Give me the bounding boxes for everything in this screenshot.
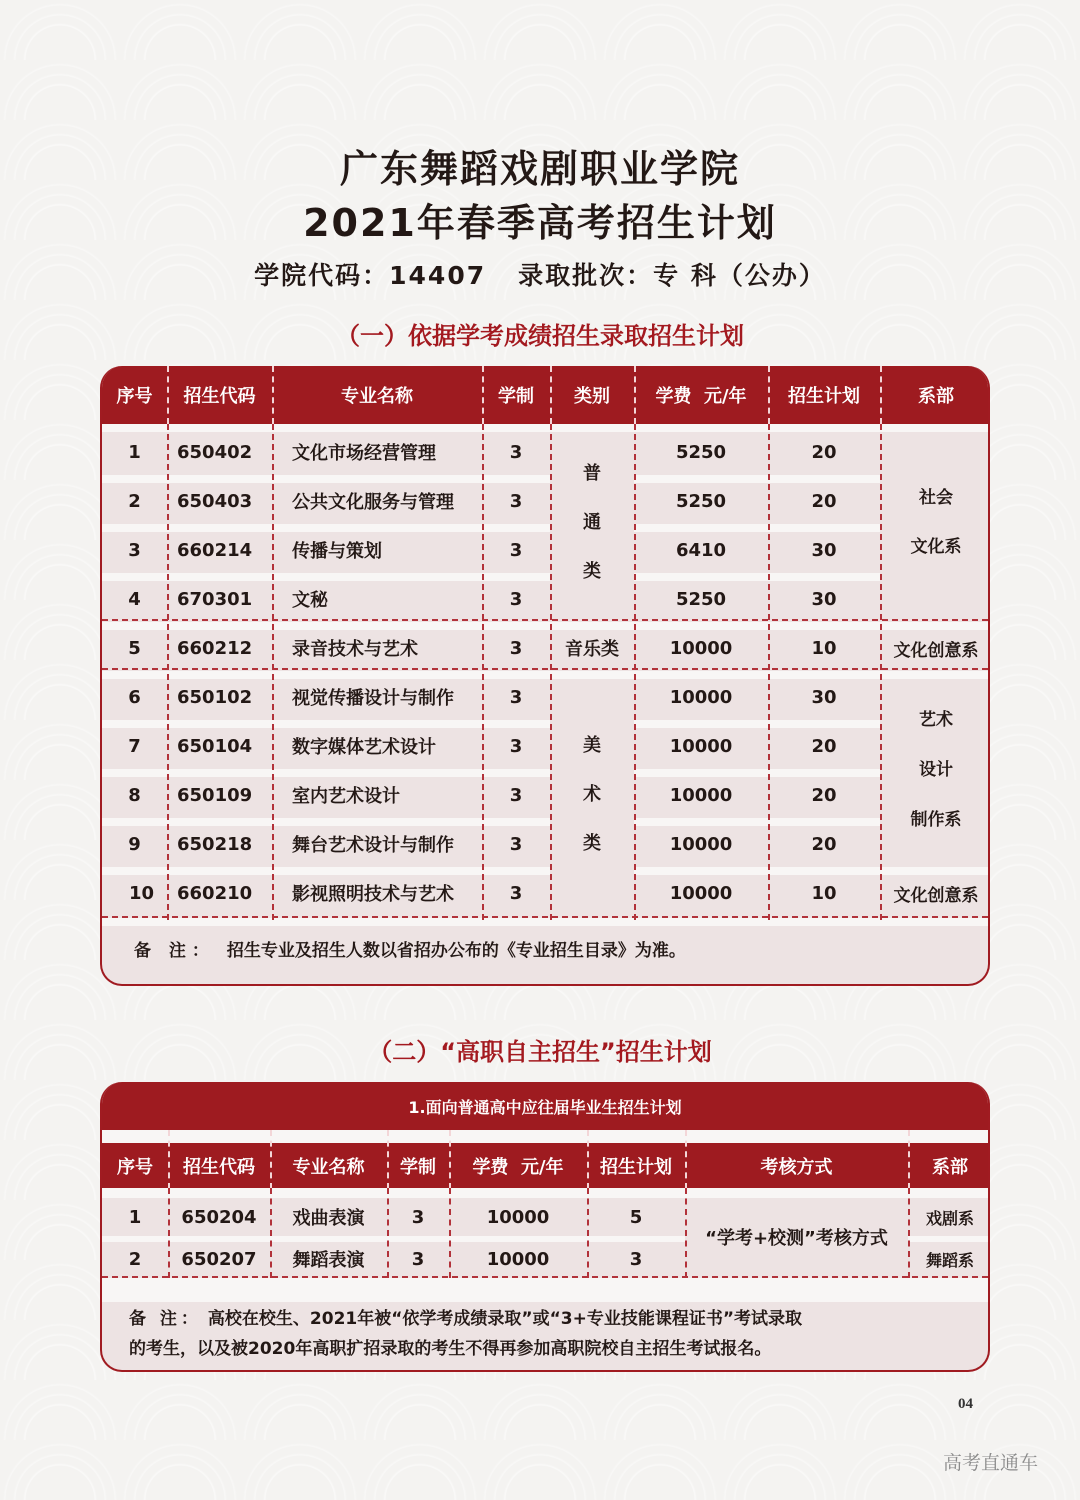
- row-dept: 舞蹈系: [925, 1250, 974, 1270]
- row-plan: 30: [811, 588, 837, 610]
- college-code-label: 学院代码：: [254, 261, 390, 290]
- row-code: 670301: [177, 588, 253, 610]
- batch-value: 专 科（公办）: [653, 261, 826, 290]
- row-name: 视觉传播设计与制作: [292, 688, 454, 709]
- col-header-no: 序号: [116, 386, 153, 407]
- section1-heading: （一）依据学考成绩招生录取招生计划: [336, 322, 744, 350]
- table1-header: [102, 366, 988, 424]
- row-fee: 10000: [669, 833, 733, 855]
- dept-social-culture: 社会 文化系: [910, 487, 962, 557]
- row-years: 3: [509, 833, 523, 855]
- row-plan: 3: [629, 1248, 643, 1270]
- row-code: 660210: [177, 882, 253, 904]
- row-fee: 10000: [486, 1248, 550, 1270]
- row-no: 2: [128, 490, 141, 512]
- row-plan: 20: [811, 833, 837, 855]
- col-header-method: 考核方式: [760, 1156, 833, 1178]
- col-header-plan: 招生计划: [788, 386, 860, 407]
- row-name: 文化市场经营管理: [292, 443, 436, 464]
- table2-title: 1.面向普通高中应往届毕业生招生计划: [102, 1082, 988, 1130]
- table1-note: [102, 936, 988, 961]
- row-plan: 20: [811, 441, 837, 463]
- row-name: 戏曲表演: [292, 1208, 365, 1229]
- row-name: 文秘: [292, 590, 328, 611]
- table2-header: [102, 1143, 988, 1188]
- row-name: 舞台艺术设计与制作: [292, 835, 454, 856]
- row-no: 1: [128, 441, 141, 463]
- col-header-name: 专业名称: [341, 386, 413, 407]
- row-no: 4: [128, 588, 141, 610]
- note-text: 招生专业及招生人数以省招办公布的《专业招生目录》为准。: [226, 941, 686, 961]
- row-plan: 30: [811, 686, 837, 708]
- row-no: 9: [128, 833, 141, 855]
- note-line2: 的考生，以及被2020年高职扩招录取的考生不得再参加高职院校自主招生考试报名。: [129, 1339, 772, 1359]
- dept-cultural-creative-2: 文化创意系: [893, 885, 979, 906]
- category-fine-arts: 美 术 类: [583, 734, 601, 854]
- col-header-fee: 学费 元/年: [472, 1156, 564, 1178]
- row-no: 3: [128, 539, 141, 561]
- row-years: 3: [509, 490, 523, 512]
- row-code: 650402: [177, 441, 253, 463]
- row-fee: 10000: [669, 784, 733, 806]
- row-years: 3: [411, 1206, 425, 1228]
- note-label: 备 注：: [129, 1309, 202, 1329]
- dept-art-design: 艺术 设计 制作系: [910, 710, 962, 830]
- row-fee: 10000: [486, 1206, 550, 1228]
- col-header-no: 序号: [117, 1156, 153, 1178]
- row-years: 3: [509, 735, 523, 757]
- row-fee: 10000: [669, 637, 733, 659]
- row-code: 650204: [181, 1206, 257, 1228]
- row-name: 舞蹈表演: [292, 1250, 365, 1271]
- row-no: 6: [128, 686, 141, 708]
- row-years: 3: [509, 441, 523, 463]
- dept-cultural-creative: 文化创意系: [893, 640, 979, 661]
- page-title-school: 广东舞蹈戏剧职业学院: [339, 147, 740, 191]
- row-plan: 20: [811, 490, 837, 512]
- row-years: 3: [509, 539, 523, 561]
- enrollment-table-2: [100, 1082, 990, 1372]
- enrollment-table-1: [100, 366, 990, 986]
- row-dept: 戏剧系: [925, 1208, 974, 1228]
- row-fee: 5250: [675, 588, 727, 610]
- row-name: 数字媒体艺术设计: [292, 737, 436, 758]
- row-plan: 20: [811, 735, 837, 757]
- note-label: 备 注：: [134, 941, 215, 961]
- row-code: 650218: [177, 833, 253, 855]
- row-years: 3: [509, 686, 523, 708]
- watermark: 高考直通车: [943, 1452, 1039, 1474]
- row-years: 3: [411, 1248, 425, 1270]
- row-plan: 10: [811, 882, 837, 904]
- col-header-plan: 招生计划: [600, 1156, 672, 1178]
- row-code: 650109: [177, 784, 253, 806]
- row-plan: 10: [811, 637, 837, 659]
- row-years: 3: [509, 588, 523, 610]
- college-code: 14407: [389, 261, 487, 290]
- col-header-code: 招生代码: [183, 386, 256, 407]
- row-code: 650102: [177, 686, 253, 708]
- row-code: 650403: [177, 490, 253, 512]
- col-header-dept: 系部: [918, 386, 954, 407]
- row-years: 3: [509, 784, 523, 806]
- category-general: 普 通 类: [583, 463, 601, 582]
- row-plan: 5: [629, 1206, 643, 1228]
- row-no: 5: [128, 637, 141, 659]
- col-header-dept: 系部: [932, 1156, 968, 1178]
- row-fee: 10000: [669, 882, 733, 904]
- row-name: 传播与策划: [292, 541, 382, 562]
- row-name: 录音技术与艺术: [292, 639, 418, 660]
- row-no: 1: [128, 1206, 142, 1228]
- col-header-category: 类别: [574, 386, 610, 407]
- row-code: 660214: [177, 539, 253, 561]
- row-name: 影视照明技术与艺术: [292, 884, 454, 905]
- note-line1: 高校在校生、2021年被“依学考成绩录取”或“3+专业技能课程证书”考试录取: [207, 1309, 802, 1329]
- row-no: 7: [128, 735, 141, 757]
- row-name: 室内艺术设计: [292, 786, 400, 807]
- row-fee: 10000: [669, 686, 733, 708]
- batch-label: 录取批次：: [518, 261, 654, 290]
- row-plan: 30: [811, 539, 837, 561]
- row-plan: 20: [811, 784, 837, 806]
- row-fee: 5250: [675, 441, 727, 463]
- col-header-years: 学制: [498, 386, 534, 407]
- row-name: 公共文化服务与管理: [292, 492, 454, 513]
- category-music: 音乐类: [565, 639, 619, 660]
- row-code: 660212: [177, 637, 253, 659]
- row-fee: 5250: [675, 490, 727, 512]
- row-fee: 6410: [675, 539, 727, 561]
- row-no: 8: [128, 784, 141, 806]
- row-fee: 10000: [669, 735, 733, 757]
- col-header-fee: 学费 元/年: [655, 386, 747, 407]
- section2-heading: （二）“高职自主招生”招生计划: [368, 1038, 712, 1066]
- college-info: [0, 256, 1080, 292]
- row-years: 3: [509, 882, 523, 904]
- col-header-name: 专业名称: [292, 1156, 365, 1178]
- row-years: 3: [509, 637, 523, 659]
- page-title-plan: 2021年春季高考招生计划: [303, 201, 777, 245]
- page-number: 04: [958, 1396, 973, 1412]
- col-header-code: 招生代码: [183, 1156, 255, 1178]
- assessment-method: “学考+校测”考核方式: [705, 1228, 888, 1249]
- table2-note: [102, 1304, 988, 1364]
- row-code: 650104: [177, 735, 253, 757]
- row-code: 650207: [181, 1248, 257, 1270]
- col-header-years: 学制: [400, 1156, 436, 1178]
- row-no: 10: [128, 882, 155, 904]
- row-no: 2: [128, 1248, 142, 1270]
